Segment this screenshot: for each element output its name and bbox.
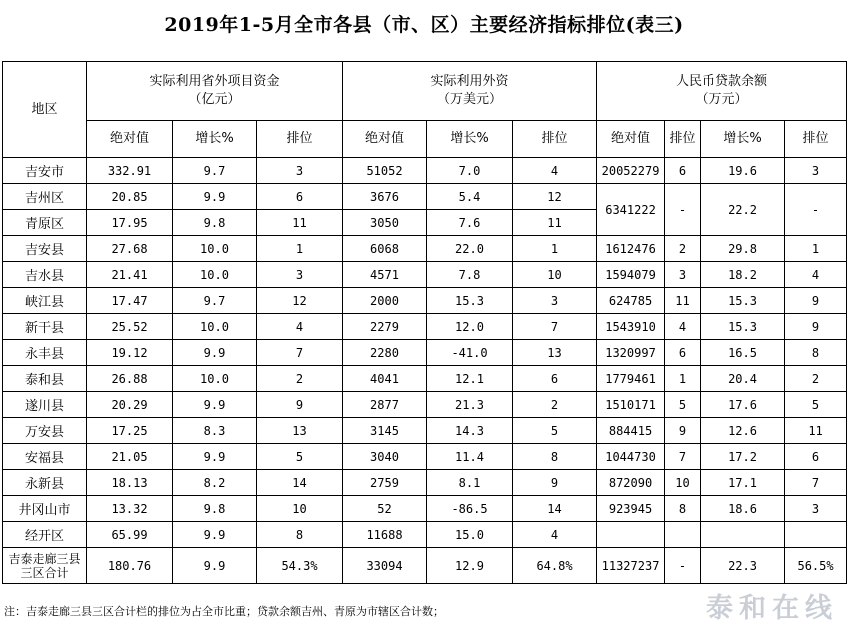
region-name: 安福县 — [3, 444, 87, 470]
g1-growth: 8.2 — [173, 470, 257, 496]
g2-growth: 8.1 — [427, 470, 513, 496]
g3-rank-merged: - — [665, 184, 701, 236]
region-name: 吉州区 — [3, 184, 87, 210]
g1-abs: 17.95 — [87, 210, 173, 236]
g2-abs: 11688 — [343, 522, 427, 548]
table-row — [3, 158, 847, 184]
g1-growth: 10.0 — [173, 366, 257, 392]
g3-abs: 624785 — [597, 288, 665, 314]
g3-abs: 872090 — [597, 470, 665, 496]
header-row-groups — [3, 62, 847, 121]
g1-growth: 9.9 — [173, 184, 257, 210]
region-name: 泰和县 — [3, 366, 87, 392]
header-g2-rank: 排位 — [513, 121, 597, 158]
g3-rank-2: 6 — [785, 444, 847, 470]
table-row — [3, 366, 847, 392]
header-g3-rank: 排位 — [665, 121, 701, 158]
region-name: 吉水县 — [3, 262, 87, 288]
region-name: 永丰县 — [3, 340, 87, 366]
g2-abs: 4571 — [343, 262, 427, 288]
table-row — [3, 340, 847, 366]
g1-rank: 10 — [257, 496, 343, 522]
g3-abs — [597, 522, 665, 548]
g3-growth: 17.1 — [701, 470, 785, 496]
table-row — [3, 288, 847, 314]
header-group-foreign-title: 实际利用外资 — [430, 74, 509, 89]
g1-abs: 21.05 — [87, 444, 173, 470]
watermark-logo: 泰和在线 — [706, 593, 838, 624]
header-g3-growth: 增长% — [701, 121, 785, 158]
g3-abs: 1543910 — [597, 314, 665, 340]
g1-abs: 25.52 — [87, 314, 173, 340]
g1-abs: 180.76 — [87, 548, 173, 584]
g1-growth: 10.0 — [173, 236, 257, 262]
g1-abs: 20.29 — [87, 392, 173, 418]
header-group-funds-unit: （亿元） — [188, 92, 241, 107]
g3-abs: 1594079 — [597, 262, 665, 288]
header-group-foreign — [343, 62, 597, 121]
g3-rank: 1 — [665, 366, 701, 392]
g3-rank: 11 — [665, 288, 701, 314]
g3-growth-merged: 22.2 — [701, 184, 785, 236]
g3-abs: 1612476 — [597, 236, 665, 262]
g3-growth: 15.3 — [701, 288, 785, 314]
g1-rank: 6 — [257, 184, 343, 210]
g1-abs: 21.41 — [87, 262, 173, 288]
region-name: 永新县 — [3, 470, 87, 496]
g2-abs: 2759 — [343, 470, 427, 496]
g3-abs: 1779461 — [597, 366, 665, 392]
g3-rank: 5 — [665, 392, 701, 418]
table-row — [3, 184, 847, 210]
g3-growth: 19.6 — [701, 158, 785, 184]
g2-abs: 2279 — [343, 314, 427, 340]
g2-rank: 7 — [513, 314, 597, 340]
g3-rank: 2 — [665, 236, 701, 262]
g3-abs: 923945 — [597, 496, 665, 522]
g1-rank: 1 — [257, 236, 343, 262]
g2-abs: 51052 — [343, 158, 427, 184]
table-row — [3, 314, 847, 340]
header-group-loans — [597, 62, 847, 121]
header-g3-rank-2: 排位 — [785, 121, 847, 158]
region-name: 吉安县 — [3, 236, 87, 262]
table-row — [3, 236, 847, 262]
g3-growth: 17.6 — [701, 392, 785, 418]
table-row — [3, 496, 847, 522]
header-group-loans-unit: （万元） — [695, 92, 748, 107]
g1-abs: 17.25 — [87, 418, 173, 444]
g2-growth: 7.8 — [427, 262, 513, 288]
g1-abs: 27.68 — [87, 236, 173, 262]
g3-growth: 16.5 — [701, 340, 785, 366]
g2-abs: 33094 — [343, 548, 427, 584]
g2-rank: 11 — [513, 210, 597, 236]
g1-rank: 4 — [257, 314, 343, 340]
header-g1-rank: 排位 — [257, 121, 343, 158]
g3-growth: 17.2 — [701, 444, 785, 470]
g1-rank: 54.3% — [257, 548, 343, 584]
g1-abs: 20.85 — [87, 184, 173, 210]
g1-abs: 13.32 — [87, 496, 173, 522]
g1-abs: 26.88 — [87, 366, 173, 392]
g2-rank: 5 — [513, 418, 597, 444]
table-row — [3, 444, 847, 470]
g1-growth: 9.8 — [173, 496, 257, 522]
g3-rank-2: 3 — [785, 496, 847, 522]
g1-rank: 13 — [257, 418, 343, 444]
g1-rank: 3 — [257, 158, 343, 184]
header-g1-abs: 绝对值 — [87, 121, 173, 158]
g1-growth: 10.0 — [173, 262, 257, 288]
region-name: 经开区 — [3, 522, 87, 548]
g2-growth: 5.4 — [427, 184, 513, 210]
g3-rank-2: 9 — [785, 288, 847, 314]
g2-abs: 3040 — [343, 444, 427, 470]
g1-rank: 12 — [257, 288, 343, 314]
g3-abs: 11327237 — [597, 548, 665, 584]
g3-rank-2: 11 — [785, 418, 847, 444]
g2-rank: 12 — [513, 184, 597, 210]
g3-rank-2-merged: - — [785, 184, 847, 236]
g2-growth: 7.6 — [427, 210, 513, 236]
g2-rank: 3 — [513, 288, 597, 314]
g3-rank: 9 — [665, 418, 701, 444]
g2-growth: 7.0 — [427, 158, 513, 184]
g3-abs: 884415 — [597, 418, 665, 444]
g2-growth: 22.0 — [427, 236, 513, 262]
g2-rank: 10 — [513, 262, 597, 288]
region-name: 遂川县 — [3, 392, 87, 418]
g3-growth: 18.2 — [701, 262, 785, 288]
g2-rank: 13 — [513, 340, 597, 366]
g3-rank: - — [665, 548, 701, 584]
g2-growth: 15.3 — [427, 288, 513, 314]
g1-rank: 2 — [257, 366, 343, 392]
region-name: 吉泰走廊三县三区合计 — [3, 548, 87, 584]
g2-rank: 4 — [513, 522, 597, 548]
g2-rank: 1 — [513, 236, 597, 262]
g2-rank: 4 — [513, 158, 597, 184]
g3-rank-2: 3 — [785, 158, 847, 184]
g2-abs: 2000 — [343, 288, 427, 314]
g1-growth: 9.9 — [173, 444, 257, 470]
g2-rank: 14 — [513, 496, 597, 522]
g2-rank: 8 — [513, 444, 597, 470]
g1-growth: 10.0 — [173, 314, 257, 340]
header-region: 地区 — [3, 62, 87, 158]
region-name: 峡江县 — [3, 288, 87, 314]
footnote: 注：吉泰走廊三县三区合计栏的排位为占全市比重；贷款余额吉州、青原为市辖区合计数； — [4, 605, 444, 618]
g2-rank: 64.8% — [513, 548, 597, 584]
g2-rank: 2 — [513, 392, 597, 418]
header-group-loans-title: 人民币贷款余额 — [676, 74, 768, 89]
g3-rank: 6 — [665, 158, 701, 184]
region-name: 青原区 — [3, 210, 87, 236]
g2-abs: 2877 — [343, 392, 427, 418]
header-group-funds — [87, 62, 343, 121]
table-row — [3, 418, 847, 444]
g3-abs: 20052279 — [597, 158, 665, 184]
g1-abs: 17.47 — [87, 288, 173, 314]
g1-rank: 14 — [257, 470, 343, 496]
g3-rank-2: 4 — [785, 262, 847, 288]
g1-abs: 332.91 — [87, 158, 173, 184]
g1-growth: 9.8 — [173, 210, 257, 236]
g3-growth: 29.8 — [701, 236, 785, 262]
g3-growth — [701, 522, 785, 548]
g1-abs: 65.99 — [87, 522, 173, 548]
g2-growth: -41.0 — [427, 340, 513, 366]
table-row — [3, 470, 847, 496]
g3-rank: 7 — [665, 444, 701, 470]
g3-rank: 4 — [665, 314, 701, 340]
g3-rank: 3 — [665, 262, 701, 288]
g3-abs: 1320997 — [597, 340, 665, 366]
g3-rank: 8 — [665, 496, 701, 522]
g2-abs: 3050 — [343, 210, 427, 236]
g1-rank: 3 — [257, 262, 343, 288]
page-title: 2019年1-5月全市各县（市、区）主要经济指标排位(表三) — [164, 14, 684, 36]
table-row — [3, 262, 847, 288]
g1-rank: 11 — [257, 210, 343, 236]
g2-abs: 3676 — [343, 184, 427, 210]
g3-rank-2: 2 — [785, 366, 847, 392]
g1-growth: 9.9 — [173, 392, 257, 418]
g1-rank: 7 — [257, 340, 343, 366]
g2-rank: 6 — [513, 366, 597, 392]
g2-rank: 9 — [513, 470, 597, 496]
g3-growth: 22.3 — [701, 548, 785, 584]
economic-indicators-table — [2, 61, 847, 584]
g3-growth: 12.6 — [701, 418, 785, 444]
g1-abs: 18.13 — [87, 470, 173, 496]
g2-abs: 4041 — [343, 366, 427, 392]
g2-growth: 12.1 — [427, 366, 513, 392]
g3-growth: 20.4 — [701, 366, 785, 392]
g3-rank-2: 56.5% — [785, 548, 847, 584]
g3-abs-merged: 6341222 — [597, 184, 665, 236]
g3-rank: 6 — [665, 340, 701, 366]
header-g2-abs: 绝对值 — [343, 121, 427, 158]
g2-growth: -86.5 — [427, 496, 513, 522]
g3-rank-2: 5 — [785, 392, 847, 418]
g1-rank: 5 — [257, 444, 343, 470]
g2-abs: 2280 — [343, 340, 427, 366]
g1-growth: 9.7 — [173, 288, 257, 314]
g3-growth: 15.3 — [701, 314, 785, 340]
g2-growth: 15.0 — [427, 522, 513, 548]
region-name: 井冈山市 — [3, 496, 87, 522]
region-name: 新干县 — [3, 314, 87, 340]
g3-rank-2: 1 — [785, 236, 847, 262]
g2-abs: 3145 — [343, 418, 427, 444]
g2-growth: 12.9 — [427, 548, 513, 584]
g1-rank: 9 — [257, 392, 343, 418]
g1-rank: 8 — [257, 522, 343, 548]
g3-rank — [665, 522, 701, 548]
table-row — [3, 392, 847, 418]
region-name: 万安县 — [3, 418, 87, 444]
g1-growth: 9.9 — [173, 548, 257, 584]
header-g1-growth: 增长% — [173, 121, 257, 158]
g3-rank-2: 7 — [785, 470, 847, 496]
g3-abs: 1510171 — [597, 392, 665, 418]
header-g2-growth: 增长% — [427, 121, 513, 158]
g3-rank-2 — [785, 522, 847, 548]
header-g3-abs: 绝对值 — [597, 121, 665, 158]
g2-growth: 14.3 — [427, 418, 513, 444]
g2-growth: 21.3 — [427, 392, 513, 418]
table-row — [3, 522, 847, 548]
g1-growth: 9.9 — [173, 522, 257, 548]
g1-growth: 9.9 — [173, 340, 257, 366]
g2-growth: 11.4 — [427, 444, 513, 470]
g2-growth: 12.0 — [427, 314, 513, 340]
header-group-foreign-unit: （万美元） — [437, 92, 503, 107]
g3-growth: 18.6 — [701, 496, 785, 522]
g1-abs: 19.12 — [87, 340, 173, 366]
g3-rank-2: 8 — [785, 340, 847, 366]
g1-growth: 8.3 — [173, 418, 257, 444]
header-group-funds-title: 实际利用省外项目资金 — [149, 74, 280, 89]
header-row-sub — [3, 121, 847, 158]
region-name: 吉安市 — [3, 158, 87, 184]
g2-abs: 6068 — [343, 236, 427, 262]
g1-growth: 9.7 — [173, 158, 257, 184]
g3-abs: 1044730 — [597, 444, 665, 470]
g2-abs: 52 — [343, 496, 427, 522]
g3-rank: 10 — [665, 470, 701, 496]
table-row-total — [3, 548, 847, 584]
g3-rank-2: 9 — [785, 314, 847, 340]
